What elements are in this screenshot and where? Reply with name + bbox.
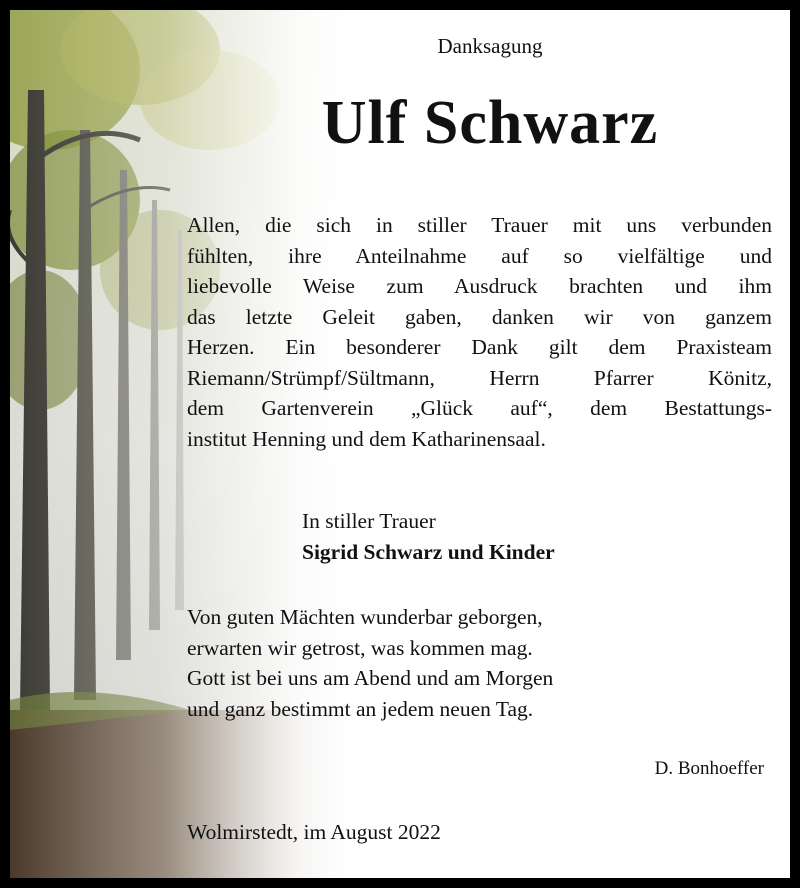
notice-heading: Danksagung: [437, 34, 543, 58]
poem-line: und ganz bestimmt an jedem neuen Tag.: [187, 696, 534, 721]
thanks-line: Herzen. Ein besonderer Dank gilt dem Praxisteam: [187, 335, 772, 359]
thanks-line: Allen, die sich in stiller Trauer mit uns verbunden: [187, 213, 772, 237]
thanks-line: liebevolle Weise zum Ausdruck brachten und ihm: [187, 274, 772, 298]
deceased-name: Ulf Schwarz: [321, 89, 659, 157]
poem-author: D. Bonhoeffer: [654, 758, 764, 779]
obituary-card: [10, 10, 790, 878]
poem-line: erwarten wir getrost, was kommen mag.: [187, 635, 533, 660]
thanks-line: dem Gartenverein „Glück auf“, dem Bestattungs-: [187, 396, 772, 420]
thanks-line: das letzte Geleit gaben, danken wir von ganzem: [187, 304, 772, 329]
thanks-line: Riemann/Strümpf/Sültmann, Herrn Pfarrer Könitz,: [187, 365, 772, 390]
poem: [187, 602, 553, 724]
thanks-line: institut Henning und dem Katharinensaal.: [187, 426, 546, 451]
poem-line: Von guten Mächten wunderbar geborgen,: [187, 605, 543, 629]
thanks-paragraph: [187, 210, 772, 454]
place-date: Wolmirstedt, im August 2022: [187, 820, 441, 844]
thanks-line: fühlten, ihre Anteilnahme auf so vielfältige und: [187, 243, 772, 268]
mourners-names: Sigrid Schwarz und Kinder: [302, 540, 555, 564]
mourning-intro: In stiller Trauer: [302, 509, 436, 533]
poem-line: Gott ist bei uns am Abend und am Morgen: [187, 666, 554, 690]
